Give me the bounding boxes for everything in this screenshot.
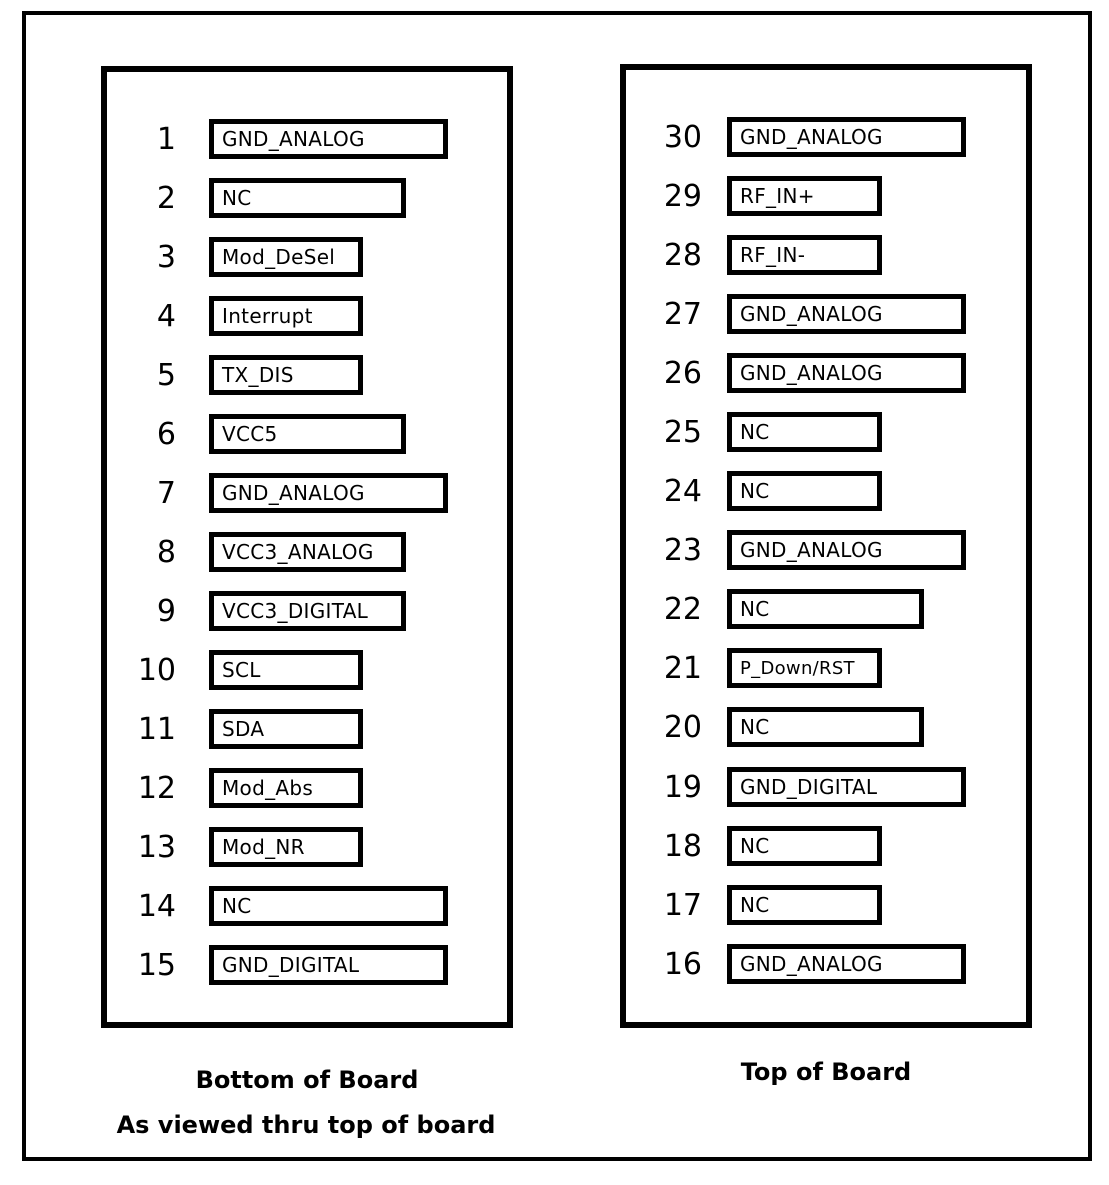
left-pin-label-box: TX_DIS [209,355,363,395]
left-pin-label-box: NC [209,886,448,926]
right-pin-label-box: GND_ANALOG [727,353,966,393]
left-pin-label-box: VCC3_DIGITAL [209,591,406,631]
left-pin-number: 9 [156,594,176,629]
right-pin-label-box: GND_ANALOG [727,294,966,334]
left-pin-number: 11 [137,712,176,747]
right-pin-label-box: P_Down/RST [727,648,882,688]
right-pin-number: 25 [663,415,702,450]
right-pin-label-box: RF_IN- [727,235,882,275]
left-pin-number: 10 [137,653,176,688]
right-pin-number: 24 [663,474,702,509]
bottom-of-board-caption: Bottom of Board [195,1066,419,1094]
right-pin-number: 17 [663,888,702,923]
left-pin-number: 8 [156,535,176,570]
right-pin-label-box: GND_ANALOG [727,117,966,157]
left-pin-number: 1 [156,122,176,157]
right-pin-label-box: NC [727,471,882,511]
left-pin-number: 3 [156,240,176,275]
left-pin-number: 6 [156,417,176,452]
left-pin-label-box: SCL [209,650,363,690]
right-pin-number: 23 [663,533,702,568]
right-pin-number: 16 [663,947,702,982]
left-pin-label-box: Interrupt [209,296,363,336]
left-pin-label-box: GND_ANALOG [209,119,448,159]
left-pin-number: 2 [156,181,176,216]
right-pin-number: 19 [663,770,702,805]
left-pin-number: 14 [137,889,176,924]
right-pin-label-box: GND_ANALOG [727,944,966,984]
right-pin-label-box: NC [727,589,924,629]
left-pin-label-box: VCC5 [209,414,406,454]
left-pin-number: 5 [156,358,176,393]
left-pin-number: 4 [156,299,176,334]
left-pin-number: 15 [137,948,176,983]
left-pin-label-box: GND_DIGITAL [209,945,448,985]
right-pin-number: 20 [663,710,702,745]
right-pin-label-box: NC [727,707,924,747]
right-pin-number: 18 [663,829,702,864]
bottom-of-board-subcaption: As viewed thru top of board [116,1111,496,1139]
left-pin-label-box: Mod_Abs [209,768,363,808]
left-pin-number: 7 [156,476,176,511]
left-pin-number: 13 [137,830,176,865]
left-pin-label-box: VCC3_ANALOG [209,532,406,572]
left-pin-label-box: NC [209,178,406,218]
left-pin-number: 12 [137,771,176,806]
right-pin-number: 22 [663,592,702,627]
right-pin-label-box: NC [727,826,882,866]
right-pin-number: 30 [663,120,702,155]
left-pin-label-box: SDA [209,709,363,749]
right-pin-number: 27 [663,297,702,332]
right-pin-number: 28 [663,238,702,273]
left-pin-label-box: Mod_DeSel [209,237,363,277]
right-pin-label-box: GND_ANALOG [727,530,966,570]
top-of-board-caption: Top of Board [740,1058,912,1086]
right-pin-label-box: NC [727,885,882,925]
right-pin-label-box: GND_DIGITAL [727,767,966,807]
left-pin-label-box: GND_ANALOG [209,473,448,513]
right-pin-label-box: RF_IN+ [727,176,882,216]
right-pin-number: 26 [663,356,702,391]
left-pin-label-box: Mod_NR [209,827,363,867]
right-pin-number: 29 [663,179,702,214]
right-pin-label-box: NC [727,412,882,452]
right-pin-number: 21 [663,651,702,686]
